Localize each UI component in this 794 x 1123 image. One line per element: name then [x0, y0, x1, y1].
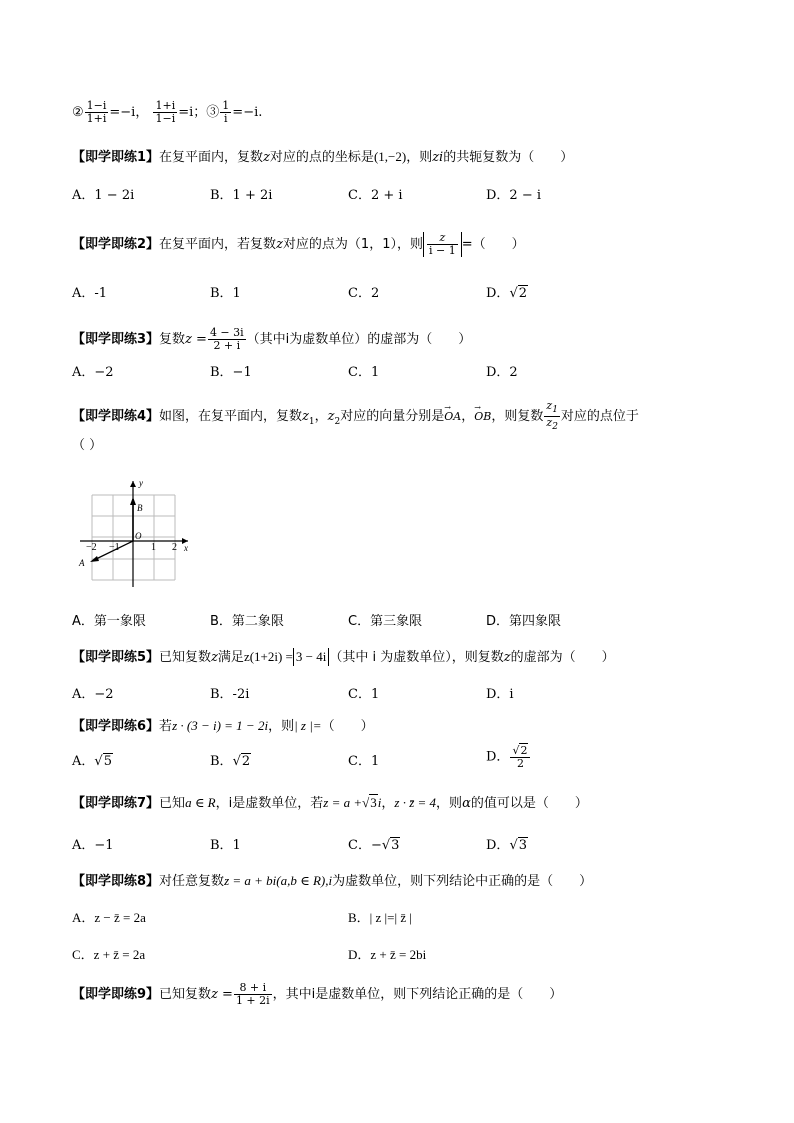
option-c[interactable]: C．1 [348, 365, 380, 380]
option-c[interactable]: C．1 [348, 754, 380, 769]
fraction-2: $\frac{1+i}{1-i}$ [155, 99, 176, 125]
y-axis-arrow [130, 481, 136, 487]
x-label: x [184, 543, 188, 553]
sqrt: √3 [381, 838, 400, 853]
question-3: 【即学即练3】复数z = $\frac{4 - 3i}{2 + i}$ （其中i为虚数单位）的虚部为（ ） [72, 326, 472, 352]
question-9: 【即学即练9】已知复数z = $\frac{8 + i}{1 + 2i}$ ，其中i是虚数单位，则下列结论正确的是（ ） [72, 981, 563, 1007]
sqrt: √2 [509, 286, 528, 301]
question-tag: 【即学即练7】 [72, 796, 160, 811]
question-tag: 【即学即练8】 [72, 874, 160, 889]
absolute-value: $\frac{z}{i - 1}$ [423, 232, 462, 257]
option-b[interactable]: B．1 [210, 838, 241, 853]
question-4-blank: （ ） [72, 438, 103, 453]
complex-plane-graph [72, 475, 202, 595]
option-a[interactable]: A．1 − 2i [72, 188, 135, 203]
option-b[interactable]: B．√2 [210, 754, 251, 769]
question-tag: 【即学即练4】 [72, 409, 160, 425]
option-a[interactable]: A．−1 [72, 838, 114, 853]
question-7: 【即学即练7】已知a ∈ R，i是虚数单位，若z = a +√3i，z · z̄ = 4，则α的值可以是（ ） [72, 795, 588, 811]
option-d[interactable]: D． $\frac{√2}{2}$ [486, 745, 531, 770]
option-c[interactable]: C．1 [348, 687, 380, 702]
question-8: 【即学即练8】对任意复数z = a + bi(a,b ∈ R),i为虚数单位，则下列结论中正确的是（ ） [72, 873, 593, 889]
option-c[interactable]: C．2 [348, 286, 380, 301]
option-a[interactable]: A．z − z̄ = 2a [72, 910, 146, 925]
option-b[interactable]: B．−1 [210, 365, 252, 380]
option-d[interactable]: D．i [486, 687, 514, 702]
question-2: 【即学即练2】在复平面内，若复数z对应的点为（1，1），则 $\frac{z}{i - 1}$ =（ ） [72, 231, 525, 257]
sqrt: √2 [232, 754, 251, 769]
circled-three: ③ [206, 105, 220, 120]
option-b[interactable]: B．| z |=| z̄ | [348, 910, 412, 925]
tick-minus-2: −2 [86, 542, 97, 553]
absolute-value: 3 − 4i [293, 648, 329, 666]
tick-2: 2 [172, 542, 177, 553]
option-b[interactable]: B．-2i [210, 687, 250, 702]
tick-minus-1: −1 [109, 542, 120, 553]
option-b[interactable]: B．1 + 2i [210, 188, 273, 203]
circled-two: ② [72, 105, 84, 120]
question-5: 【即学即练5】已知复数z满足z(1+2i) = 3 − 4i （其中 i 为虚数单位），则复数z的虚部为（ ） [72, 649, 615, 665]
question-tag: 【即学即练6】 [72, 719, 160, 734]
fraction-3: $\frac{1}{i}$ [222, 99, 230, 125]
point-b-label: B [137, 503, 143, 513]
vector-oa-arrow [90, 556, 99, 562]
option-b[interactable]: B．第二象限 [210, 614, 284, 629]
option-d[interactable]: D．第四象限 [486, 614, 562, 629]
option-c[interactable]: C．−√3 [348, 838, 400, 853]
sqrt: √2 [512, 744, 528, 757]
option-b[interactable]: B．1 [210, 286, 241, 301]
option-d[interactable]: D．2 [486, 365, 518, 380]
fraction-1: $\frac{1-i}{1+i}$ [86, 99, 107, 125]
vector-ob-arrow [130, 497, 136, 505]
option-d[interactable]: D．2 − i [486, 188, 542, 203]
question-tag: 【即学即练3】 [72, 332, 160, 347]
sqrt: √5 [94, 754, 112, 769]
option-d[interactable]: D．√2 [486, 286, 528, 301]
y-label: y [139, 478, 143, 488]
sqrt: √3 [362, 795, 377, 810]
point-a-label: A [79, 558, 85, 568]
option-a[interactable]: A．第一象限 [72, 614, 146, 629]
tick-1: 1 [151, 542, 156, 553]
option-a[interactable]: A．−2 [72, 365, 114, 380]
question-tag: 【即学即练2】 [72, 237, 160, 252]
origin-label: O [135, 531, 142, 541]
option-d[interactable]: D．z + z̄ = 2bi [348, 947, 427, 962]
question-1: 【即学即练1】在复平面内，复数z对应的点的坐标是(1,−2)，则zi的共轭复数为（ ） [72, 149, 574, 165]
option-a[interactable]: A．-1 [72, 286, 108, 301]
sqrt: √3 [509, 838, 528, 853]
option-a[interactable]: A．−2 [72, 687, 114, 702]
option-c[interactable]: C．2 + i [348, 188, 403, 203]
option-a[interactable]: A．√5 [72, 754, 112, 769]
option-c[interactable]: C．z + z̄ = 2a [72, 947, 146, 962]
option-d[interactable]: D．√3 [486, 838, 528, 853]
question-6: 【即学即练6】若z · (3 − i) = 1 − 2i，则| z |=（ ） [72, 718, 374, 734]
option-c[interactable]: C．第三象限 [348, 614, 423, 629]
question-4: 【即学即练4】如图，在复平面内，复数$z_1$，$z_2$对应的向量分别是→ OA，→ OB，则复数 $\frac{z_1}{z_2}$ 对应的点位于 [72, 400, 639, 433]
question-tag: 【即学即练1】 [72, 150, 160, 165]
question-tag: 【即学即练9】 [72, 987, 160, 1002]
intro-formula-line: ② $\frac{1-i}{1+i}$ =−i， $\frac{1+i}{1-i}$ =i；③ $\frac{1}{i}$ =−i. [72, 99, 263, 125]
question-tag: 【即学即练5】 [72, 650, 160, 665]
